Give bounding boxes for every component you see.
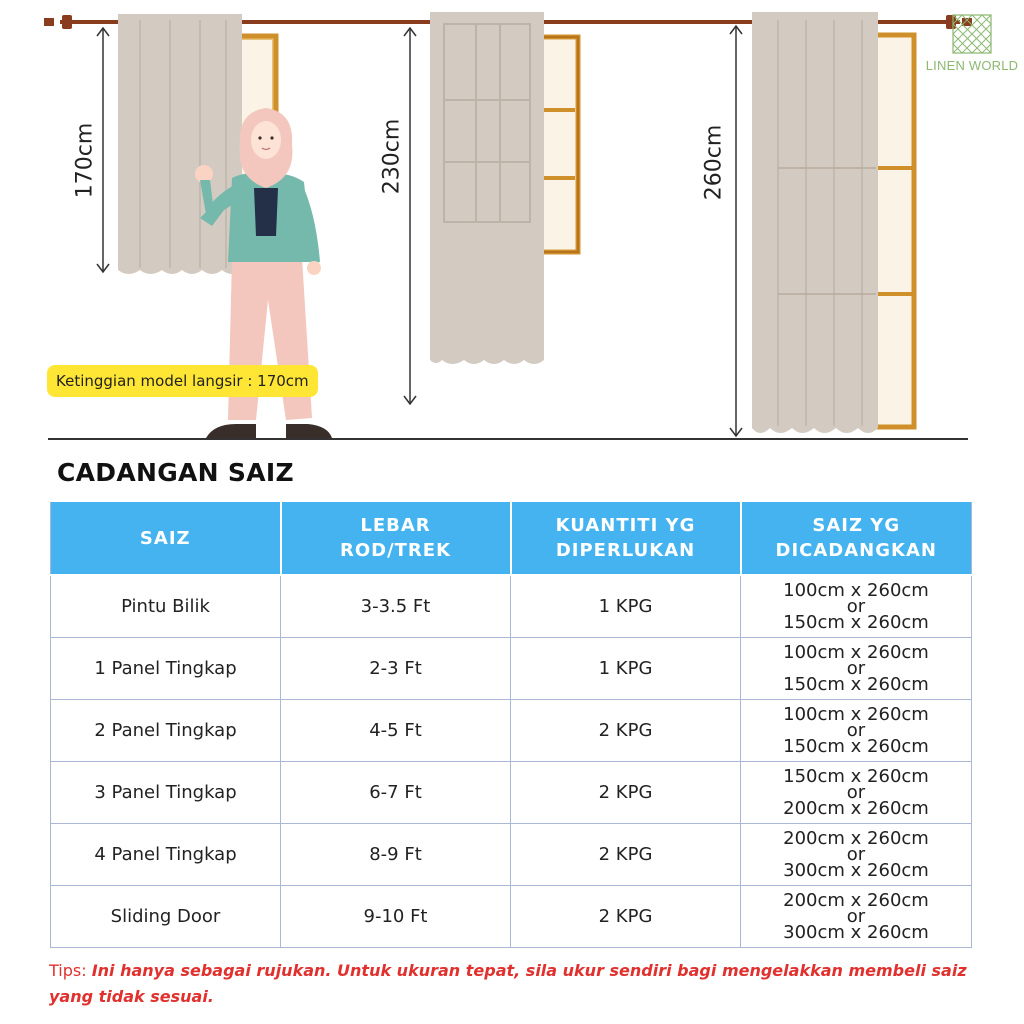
cell-lebar: 3-3.5 Ft (281, 575, 511, 638)
cell-saiz: Pintu Bilik (51, 575, 281, 638)
cell-kuantiti: 1 KPG (511, 575, 741, 638)
curtain-170cm (118, 14, 242, 274)
cell-saiz: 2 Panel Tingkap (51, 700, 281, 762)
arrow-170cm (97, 28, 109, 272)
table-row (51, 824, 972, 886)
header-saiz-dicadangkan: SAIZ YG DICADANGKAN (741, 501, 972, 575)
height-label-230cm: 230cm (379, 118, 405, 195)
lattice-logo-icon (952, 14, 992, 54)
tips-note (49, 958, 979, 1010)
arrow-230cm (404, 28, 416, 404)
section-title: CADANGAN SAIZ (57, 458, 294, 487)
cell-saiz: 3 Panel Tingkap (51, 762, 281, 824)
header-kuantiti: KUANTITI YG DIPERLUKAN (511, 501, 741, 575)
cell-saiz: 1 Panel Tingkap (51, 638, 281, 700)
cell-lebar: 6-7 Ft (281, 762, 511, 824)
height-label-170cm: 170cm (72, 122, 98, 199)
cell-saiz: 4 Panel Tingkap (51, 824, 281, 886)
tips-text: Ini hanya sebagai rujukan. Untuk ukuran tepat, sila ukur sendiri bagi mengelakkan membeli saiz yang tidak sesuai. (49, 961, 967, 1006)
cell-cadangan: 100cm x 260cm or 150cm x 260cm (741, 575, 972, 638)
cell-lebar: 9-10 Ft (281, 886, 511, 948)
cell-cadangan: 150cm x 260cm or 200cm x 260cm (741, 762, 972, 824)
cell-lebar: 2-3 Ft (281, 638, 511, 700)
curtain-260cm (752, 12, 878, 433)
model-height-note: Ketinggian model langsir : 170cm (47, 365, 318, 397)
table-row (51, 762, 972, 824)
header-saiz: SAIZ (51, 501, 281, 575)
table-row (51, 886, 972, 948)
brand-name: LINEN WORLD (925, 58, 1019, 73)
header-lebar-rod-trek: LEBAR ROD/TREK (281, 501, 511, 575)
cell-lebar: 8-9 Ft (281, 824, 511, 886)
cell-cadangan: 200cm x 260cm or 300cm x 260cm (741, 824, 972, 886)
size-recommendation-table (50, 500, 972, 948)
tips-label: Tips: (49, 961, 92, 980)
brand-logo (922, 14, 1022, 76)
cell-cadangan: 200cm x 260cm or 300cm x 260cm (741, 886, 972, 948)
cell-kuantiti: 2 KPG (511, 824, 741, 886)
cell-kuantiti: 2 KPG (511, 886, 741, 948)
cell-lebar: 4-5 Ft (281, 700, 511, 762)
curtain-230cm (430, 12, 544, 364)
cell-cadangan: 100cm x 260cm or 150cm x 260cm (741, 700, 972, 762)
cell-kuantiti: 1 KPG (511, 638, 741, 700)
table-header-row (51, 501, 972, 575)
window-middle (540, 37, 578, 252)
table-row (51, 638, 972, 700)
height-label-260cm: 260cm (701, 124, 727, 201)
arrow-260cm (730, 26, 742, 436)
window-right (874, 35, 914, 427)
cell-kuantiti: 2 KPG (511, 700, 741, 762)
cell-cadangan: 100cm x 260cm or 150cm x 260cm (741, 638, 972, 700)
table-row (51, 575, 972, 638)
cell-saiz: Sliding Door (51, 886, 281, 948)
cell-kuantiti: 2 KPG (511, 762, 741, 824)
table-row (51, 700, 972, 762)
